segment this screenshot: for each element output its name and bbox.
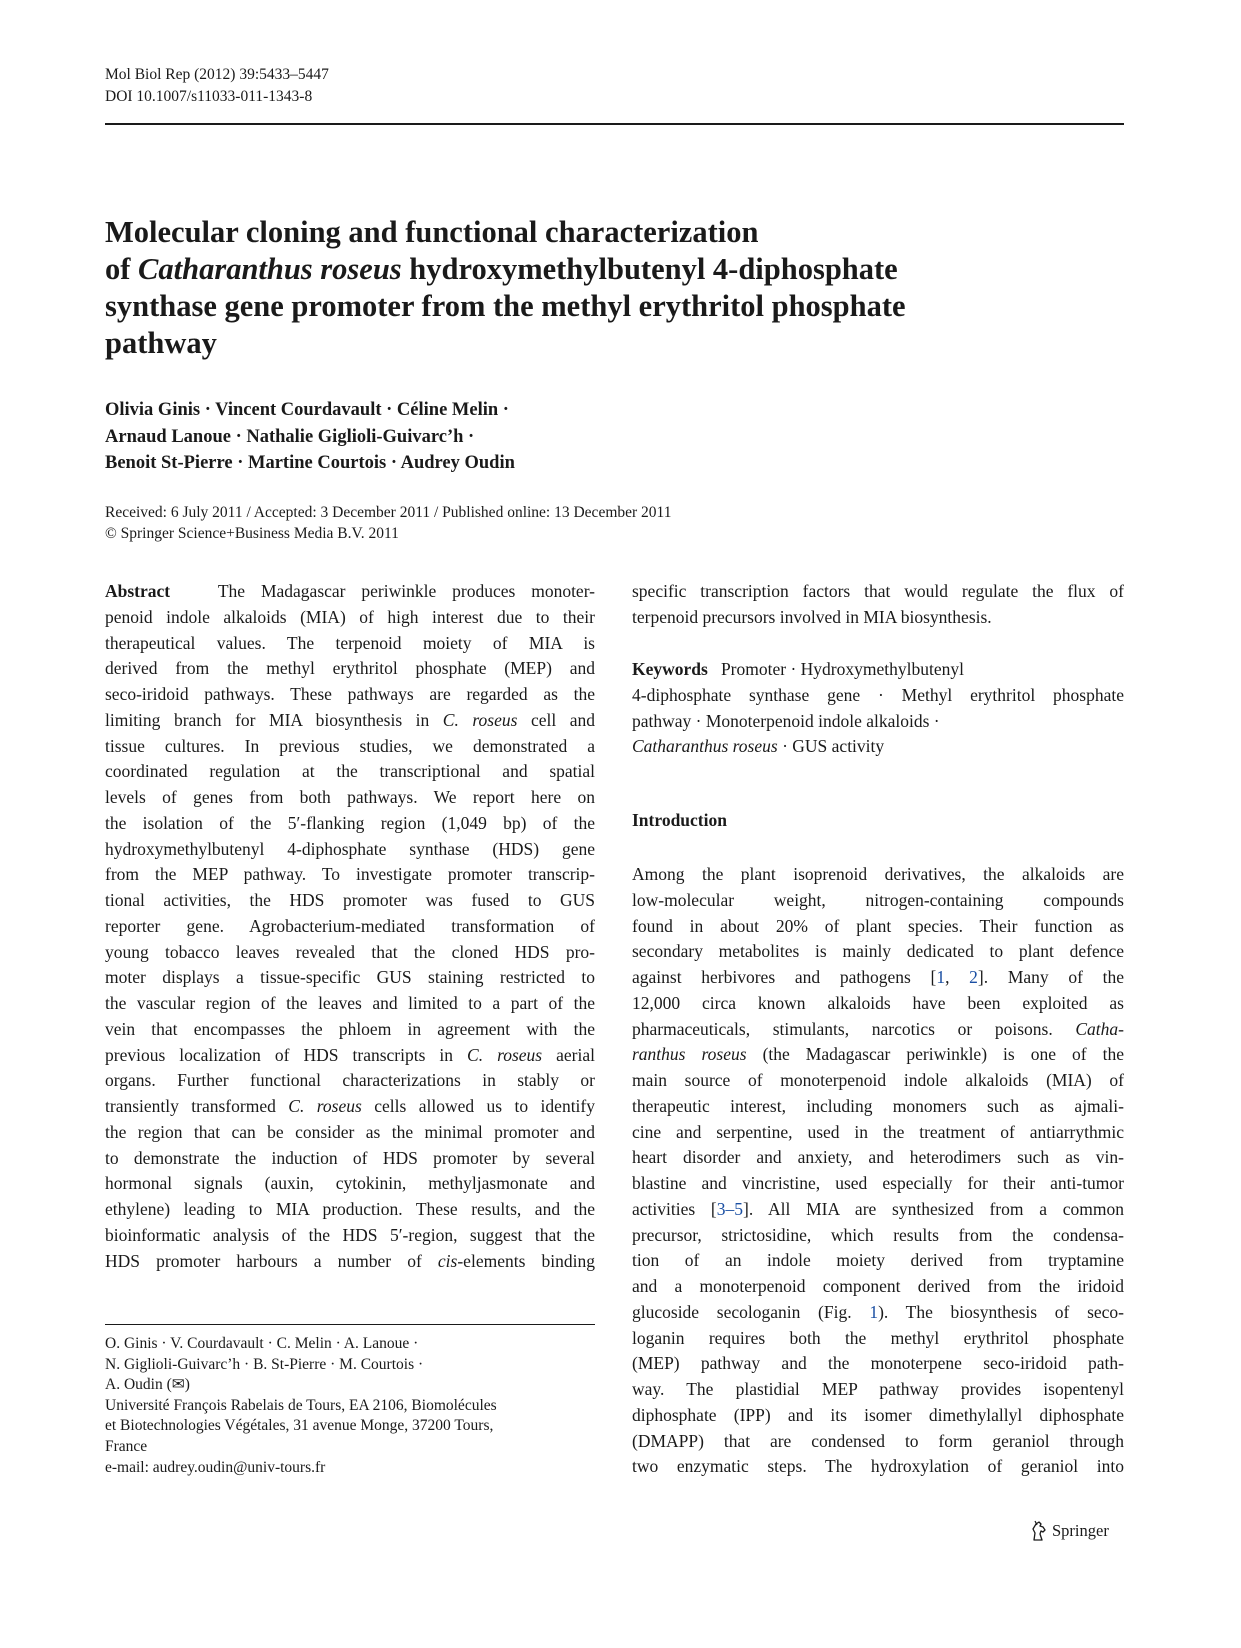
publisher-name: Springer xyxy=(1052,1521,1109,1540)
abstract-line: moter displays a tissue-specific GUS staining restricted to xyxy=(105,967,595,988)
footnote-line: O. Ginis · V. Courdavault · C. Melin · A. Lanoue · xyxy=(105,1335,419,1352)
article-title xyxy=(105,214,1105,362)
abstract-line: the isolation of the 5′-flanking region (1,049 bp) of the xyxy=(105,812,595,833)
title-line xyxy=(105,251,1105,288)
abstract-line: transiently transformed C. roseus cells allowed us to identify xyxy=(105,1096,595,1116)
abstract-line: specific transcription factors that would regulate the flux of xyxy=(632,581,1124,601)
publication-dates xyxy=(105,502,671,544)
abstract-line: bioinformatic analysis of the HDS 5′-region, suggest that the xyxy=(105,1224,595,1245)
intro-line: activities [3–5]. All MIA are synthesized from a common xyxy=(632,1198,1124,1219)
keyword-line: 4-diphosphate synthase gene · Methyl erythritol phosphate xyxy=(632,684,1124,705)
author-line: Arnaud Lanoue · Nathalie Giglioli-Guivarc’h · xyxy=(105,426,475,447)
abstract-line: the region that can be consider as the minimal promoter and xyxy=(105,1121,595,1142)
journal-header xyxy=(105,64,329,108)
footnote-rule xyxy=(105,1324,595,1325)
corresponding-author: A. Oudin (✉) xyxy=(105,1376,190,1394)
intro-line: precursor, strictosidine, which results from the condensa- xyxy=(632,1224,1124,1245)
intro-line: blastine and vincristine, used especially for their anti-tumor xyxy=(632,1173,1124,1193)
species-name: C. roseus xyxy=(288,1096,362,1116)
intro-line: against herbivores and pathogens [1, 2]. Many of the xyxy=(632,967,1125,987)
citation-link[interactable]: 1 xyxy=(936,967,946,987)
author-list xyxy=(105,397,805,477)
keywords xyxy=(632,657,1124,760)
abstract-line: terpenoid precursors involved in MIA biosynthesis. xyxy=(632,606,992,627)
title-line: synthase gene promoter from the methyl erythritol phosphate xyxy=(105,289,906,323)
intro-line: ranthus roseus (the Madagascar periwinkle) is one of the xyxy=(632,1044,1124,1065)
received-accepted-dates: Received: 6 July 2011 / Accepted: 3 December 2011 / Published online: 13 December 2011 xyxy=(105,504,672,521)
abstract xyxy=(105,579,595,1274)
abstract-line: ethylene) leading to MIA production. These results, and the xyxy=(105,1199,595,1219)
introduction-body xyxy=(632,862,1124,1480)
intro-line: glucoside secologanin (Fig. 1). The biosynthesis of seco- xyxy=(632,1301,1124,1322)
footnote-line: N. Giglioli-Guivarc’h · B. St-Pierre · M. Courtois · xyxy=(105,1355,424,1373)
intro-line: low-molecular weight, nitrogen-containing compounds xyxy=(632,889,1124,910)
keyword-line: Catharanthus roseus · GUS activity xyxy=(632,736,885,757)
author-line: Benoit St-Pierre · Martine Courtois · Audrey Oudin xyxy=(105,453,515,473)
citation-link[interactable]: 2 xyxy=(969,967,978,987)
abstract-line: vein that encompasses the phloem in agreement with the xyxy=(105,1018,595,1039)
title-line: Molecular cloning and functional characterization xyxy=(105,215,759,249)
author-line: Olivia Ginis · Vincent Courdavault · Céline Melin · xyxy=(105,400,509,420)
intro-line: cine and serpentine, used in the treatment of antiarrythmic xyxy=(632,1121,1124,1142)
intro-line: secondary metabolites is mainly dedicated to plant defence xyxy=(632,941,1124,962)
keyword-line: pathway · Monoterpenoid indole alkaloids · xyxy=(632,710,940,731)
abstract-line: young tobacco leaves revealed that the cloned HDS pro- xyxy=(105,941,595,962)
abstract-line: the vascular region of the leaves and limited to a part of the xyxy=(105,993,595,1013)
abstract-line: coordinated regulation at the transcriptional and spatial xyxy=(105,761,595,782)
species-name: Catharanthus roseus xyxy=(632,736,778,757)
species-name: Catharanthus roseus xyxy=(138,252,402,286)
keyword-line: Promoter · Hydroxymethylbutenyl xyxy=(720,659,964,679)
doi: DOI 10.1007/s11033-011-1343-8 xyxy=(105,88,313,105)
abstract-line: from the MEP pathway. To investigate promoter transcrip- xyxy=(105,864,595,885)
abstract-continued xyxy=(632,579,1124,631)
intro-line: pharmaceuticals, stimulants, narcotics or poisons. Catha- xyxy=(632,1018,1124,1039)
abstract-line: therapeutical values. The terpenoid moiety of MIA is xyxy=(105,632,595,653)
author-affiliation-footnote xyxy=(105,1334,595,1478)
intro-line: main source of monoterpenoid indole alkaloids (MIA) of xyxy=(632,1070,1124,1090)
journal-citation: Mol Biol Rep (2012) 39:5433–5447 xyxy=(105,66,329,83)
abstract-line: limiting branch for MIA biosynthesis in C. roseus cell and xyxy=(105,709,595,730)
publisher-logo xyxy=(1030,1520,1109,1542)
abstract-line: organs. Further functional characterizations in stably or xyxy=(105,1070,595,1091)
title-text: hydroxymethylbutenyl 4-diphosphate xyxy=(401,252,898,286)
affiliation-line: France xyxy=(105,1437,148,1455)
copyright-notice: © Springer Science+Business Media B.V. 2011 xyxy=(105,525,399,542)
abstract-line: HDS promoter harbours a number of cis-elements binding xyxy=(105,1250,595,1271)
abstract-label: Abstract xyxy=(105,581,171,601)
intro-line: two enzymatic steps. The hydroxylation of geraniol into xyxy=(632,1456,1124,1477)
abstract-line: hormonal signals (auxin, cytokinin, methyljasmonate and xyxy=(105,1173,595,1194)
abstract-line: penoid indole alkaloids (MIA) of high interest due to their xyxy=(105,606,595,627)
title-text: of xyxy=(105,252,139,286)
citation-link[interactable]: 3–5 xyxy=(716,1198,744,1219)
springer-horse-icon xyxy=(1030,1520,1048,1542)
abstract-line: seco-iridoid pathways. These pathways are regarded as the xyxy=(105,684,595,704)
species-name: Catha- xyxy=(1075,1018,1124,1039)
intro-line: way. The plastidial MEP pathway provides isopentenyl xyxy=(632,1379,1124,1399)
intro-line: 12,000 circa known alkaloids have been exploited as xyxy=(632,992,1124,1013)
abstract-line: hydroxymethylbutenyl 4-diphosphate synthase (HDS) gene xyxy=(105,838,595,859)
abstract-line: tissue cultures. In previous studies, we demonstrated a xyxy=(105,735,595,756)
species-name: C. roseus xyxy=(467,1044,543,1065)
abstract-line: The Madagascar periwinkle produces monoter- xyxy=(217,581,595,601)
abstract-line: reporter gene. Agrobacterium-mediated transformation of xyxy=(105,915,595,936)
italic-term: cis xyxy=(437,1250,458,1271)
intro-line: found in about 20% of plant species. Their function as xyxy=(632,915,1124,936)
intro-line: loganin requires both the methyl erythritol phosphate xyxy=(632,1327,1124,1348)
intro-line: therapeutic interest, including monomers such as ajmali- xyxy=(632,1095,1124,1116)
intro-line: heart disorder and anxiety, and heterodimers such as vin- xyxy=(632,1147,1124,1168)
affiliation-line: et Biotechnologies Végétales, 31 avenue Monge, 37200 Tours, xyxy=(105,1417,494,1435)
title-line: pathway xyxy=(105,326,217,360)
intro-line: and a monoterpenoid component derived from the iridoid xyxy=(632,1276,1124,1296)
abstract-line: derived from the methyl erythritol phosphate (MEP) and xyxy=(105,658,595,679)
intro-line: tion of an indole moiety derived from tryptamine xyxy=(632,1250,1124,1271)
email[interactable]: e-mail: audrey.oudin@univ-tours.fr xyxy=(105,1458,326,1476)
intro-line: (DMAPP) that are condensed to form geraniol through xyxy=(632,1430,1124,1451)
affiliation-line: Université François Rabelais de Tours, EA 2106, Biomolécules xyxy=(105,1396,497,1414)
intro-line: diphosphate (IPP) and its isomer dimethylallyl diphosphate xyxy=(632,1404,1124,1425)
figure-link[interactable]: 1 xyxy=(869,1301,879,1322)
species-name: C. roseus xyxy=(442,709,518,730)
intro-line: Among the plant isoprenoid derivatives, the alkaloids are xyxy=(632,864,1124,884)
intro-line: (MEP) pathway and the monoterpene seco-iridoid path- xyxy=(632,1353,1124,1374)
keywords-label: Keywords xyxy=(632,659,708,679)
abstract-line: levels of genes from both pathways. We report here on xyxy=(105,787,595,807)
species-name: ranthus roseus xyxy=(632,1044,747,1065)
abstract-line: to demonstrate the induction of HDS promoter by several xyxy=(105,1147,595,1168)
header-rule xyxy=(105,123,1124,125)
section-heading-introduction: Introduction xyxy=(632,810,727,830)
abstract-line: tional activities, the HDS promoter was fused to GUS xyxy=(105,890,595,910)
abstract-line: previous localization of HDS transcripts in C. roseus aerial xyxy=(105,1044,595,1065)
